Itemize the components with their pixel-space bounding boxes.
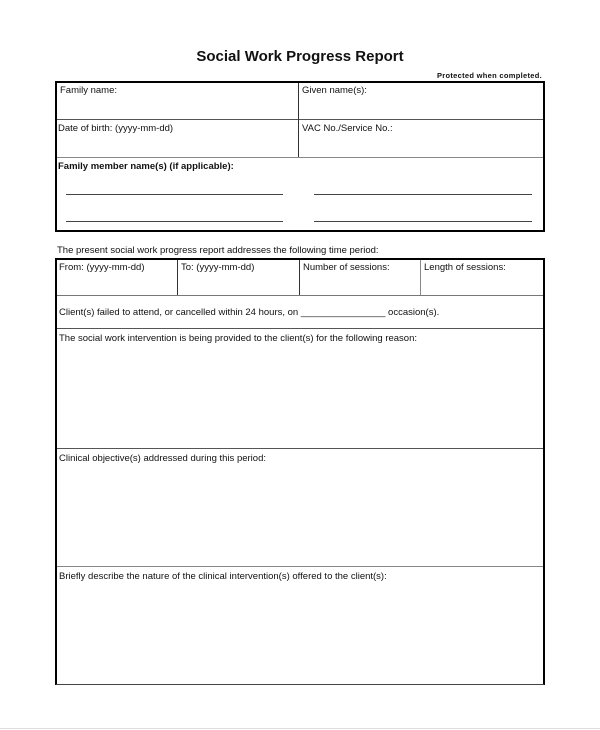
length-of-sessions-label: Length of sessions:	[424, 262, 506, 273]
number-of-sessions-label: Number of sessions:	[303, 262, 390, 273]
interventions-field[interactable]	[57, 567, 543, 684]
interventions-label: Briefly describe the nature of the clinical intervention(s) offered to the client(s):	[59, 571, 387, 582]
given-names-label: Given name(s):	[302, 85, 367, 96]
length-of-sessions-field[interactable]	[421, 260, 543, 295]
family-name-field[interactable]	[57, 83, 298, 119]
page-title: Social Work Progress Report	[196, 48, 404, 65]
family-members-label: Family member name(s) (if applicable):	[58, 161, 234, 172]
period-intro: The present social work progress report addresses the following time period:	[57, 245, 379, 256]
family-member-2-line[interactable]	[314, 194, 532, 195]
family-member-3-line[interactable]	[66, 221, 283, 222]
vac-number-label: VAC No./Service No.:	[302, 123, 393, 134]
from-date-label: From: (yyyy-mm-dd)	[59, 262, 145, 273]
missed-sessions-input[interactable]: ________________	[300, 307, 386, 318]
date-of-birth-field[interactable]	[57, 120, 298, 157]
to-date-field[interactable]	[178, 260, 299, 295]
number-of-sessions-field[interactable]	[300, 260, 420, 295]
objectives-label: Clinical objective(s) addressed during this period:	[59, 453, 266, 464]
protected-note: Protected when completed.	[436, 71, 542, 80]
given-names-field[interactable]	[299, 83, 543, 119]
reason-field[interactable]	[57, 329, 543, 448]
missed-sessions-row	[59, 307, 439, 318]
to-date-label: To: (yyyy-mm-dd)	[181, 262, 255, 273]
divider	[57, 295, 543, 296]
objectives-field[interactable]	[57, 449, 543, 566]
divider	[57, 157, 543, 158]
family-name-label: Family name:	[60, 85, 118, 96]
date-of-birth-label: Date of birth: (yyyy-mm-dd)	[58, 123, 174, 134]
page-edge	[0, 728, 600, 729]
family-member-4-line[interactable]	[314, 221, 532, 222]
missed-sessions-prefix: Client(s) failed to attend, or cancelled within 24 hours, on	[59, 307, 299, 318]
family-member-1-line[interactable]	[66, 194, 283, 195]
from-date-field[interactable]	[57, 260, 177, 295]
vac-number-field[interactable]	[299, 120, 543, 157]
missed-sessions-suffix: occasion(s).	[388, 307, 440, 318]
reason-label: The social work intervention is being provided to the client(s) for the following reason:	[59, 333, 418, 344]
